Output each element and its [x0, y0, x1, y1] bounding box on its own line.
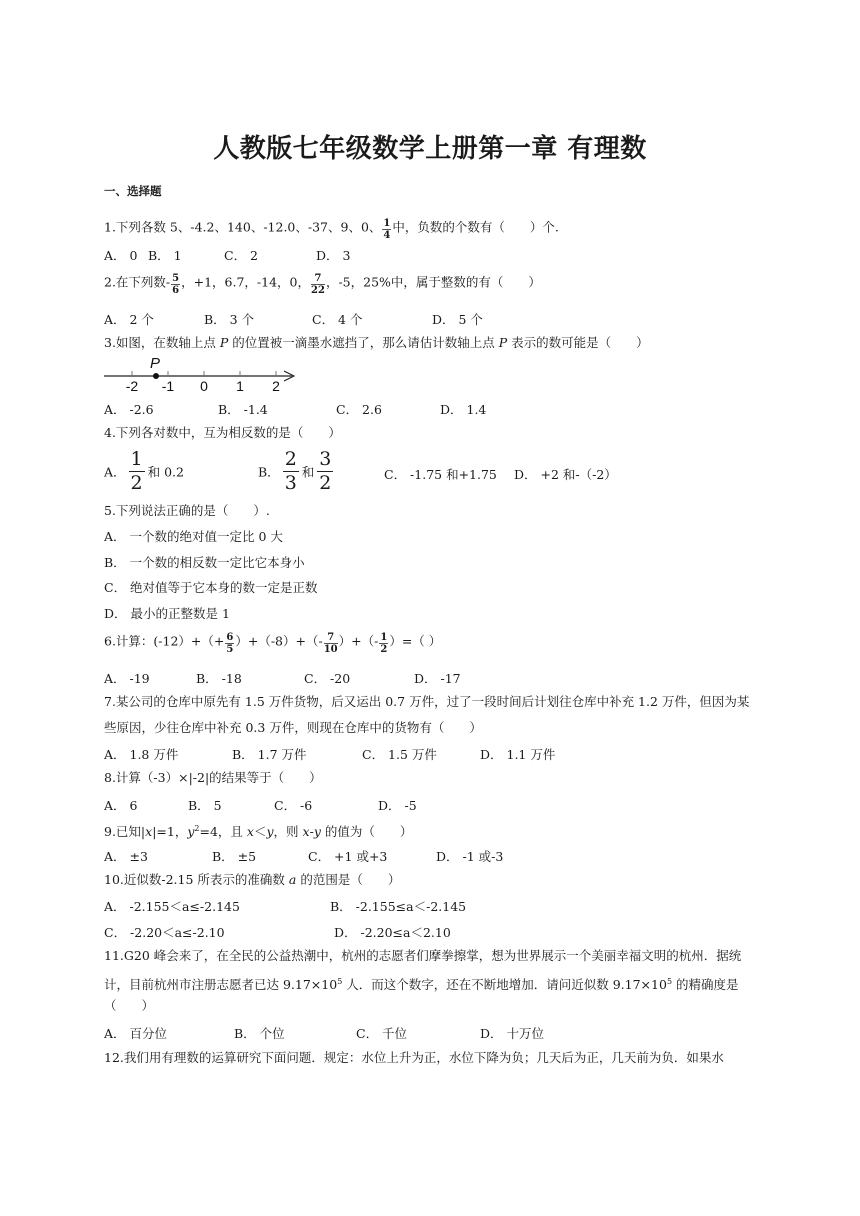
- fraction: $\frac{1}{2}$: [380, 632, 388, 655]
- q4-option-b: B． $\frac{2}{3}$ 和 $\frac{3}{2}$: [258, 448, 332, 494]
- question-10: 10.近似数-2.15 所表示的准确数 a 的范围是（ ）: [104, 872, 401, 887]
- question-11-line-3: （ ）: [104, 998, 155, 1013]
- q5-option-d: D． 最小的正整数是 1: [104, 606, 230, 621]
- fraction: $\frac{7}{10}$: [323, 632, 338, 655]
- q10-option-b: B． -2.155≤a＜-2.145: [330, 899, 467, 914]
- q11-option-a: A． 百分位: [104, 1026, 168, 1041]
- q6-option-b: B． -18: [196, 671, 242, 686]
- q9-option-a: A． ±3: [104, 849, 148, 864]
- q11-option-b: B． 个位: [234, 1026, 285, 1041]
- fraction: $\frac{6}{5}$: [226, 632, 234, 655]
- q10-option-d: D． -2.20≤a＜2.10: [334, 925, 451, 940]
- q1-option-b: B． 1: [148, 248, 182, 263]
- q2-option-d: D． 5 个: [432, 312, 483, 327]
- q11-option-c: C． 千位: [356, 1026, 408, 1041]
- question-11-line-2: 计，目前杭州市注册志愿者已达 $9.17\times 10^5$ 人．而这个数字，还在不断地增加．请问近似数 $9.17\times 10^5$ 的精确度是: [104, 977, 739, 993]
- question-3: 3.如图，在数轴上点 P 的位置被一滴墨水遮挡了，那么请估计数轴上点 P 表示的数可能是（ ）: [104, 335, 649, 350]
- q7-option-b: B． 1.7 万件: [232, 747, 307, 762]
- question-1: 1.下列各数 5、-4.2、140、-12.0、-37、9、0、 $\frac{1}{4}$ 中，负数的个数有（ ）个.: [104, 218, 559, 241]
- q3-option-a: A． -2.6: [104, 402, 154, 417]
- section-heading: 一、选择题: [104, 184, 162, 198]
- question-4: 4.下列各对数中，互为相反数的是（ ）: [104, 425, 341, 440]
- q9-option-d: D． -1 或-3: [436, 849, 504, 864]
- q7-option-a: A． 1.8 万件: [104, 747, 179, 762]
- fraction: $\frac{3}{2}$: [319, 448, 332, 494]
- question-11-line-1: 11.G20 峰会来了，在全民的公益热潮中，杭州的志愿者们摩拳擦掌，想为世界展示一个美丽幸福文明的杭州．据统: [104, 948, 742, 963]
- fraction: $\frac{1}{2}$: [130, 448, 143, 494]
- q2-option-b: B． 3 个: [204, 312, 255, 327]
- q3-option-b: B． -1.4: [218, 402, 268, 417]
- q8-option-c: C． -6: [274, 798, 313, 813]
- q9-option-b: B． ±5: [212, 849, 257, 864]
- q3-option-c: C． 2.6: [336, 402, 382, 417]
- q7-option-d: D． 1.1 万件: [480, 747, 556, 762]
- q1-option-c: C． 2: [224, 248, 258, 263]
- point-p-label: P: [150, 355, 161, 372]
- point-p-dot: [153, 373, 159, 379]
- tick-label: 2: [272, 378, 280, 394]
- q1-option-d: D． 3: [316, 248, 351, 263]
- q2-option-c: C． 4 个: [312, 312, 363, 327]
- q1-option-a: A． 0: [104, 248, 138, 263]
- fraction: $\frac{7}{22}$: [311, 273, 325, 296]
- q2-option-a: A． 2 个: [104, 312, 154, 327]
- question-12-line-1: 12.我们用有理数的运算研究下面问题．规定：水位上升为正，水位下降为负；几天后为正，几天前为负．如果水: [104, 1050, 724, 1065]
- q4-option-c: C． -1.75 和+1.75: [384, 467, 497, 482]
- question-6: 6.计算：(-12）+（+ $\frac{6}{5}$ ）+（-8）+（- $\frac{7}{10}$ ）+（- $\frac{1}{2}$ ）=（ ）: [104, 632, 442, 655]
- q5-option-a: A． 一个数的绝对值一定比 0 大: [104, 529, 283, 544]
- q11-option-d: D． 十万位: [480, 1026, 544, 1041]
- q9-option-c: C． +1 或+3: [308, 849, 388, 864]
- q10-option-a: A． -2.155＜a≤-2.145: [104, 899, 240, 914]
- q5-option-b: B． 一个数的相反数一定比它本身小: [104, 555, 305, 570]
- q4-option-d: D． +2 和-（-2）: [514, 467, 617, 482]
- tick-label: -1: [161, 378, 175, 394]
- q6-option-c: C． -20: [304, 671, 351, 686]
- question-5: 5.下列说法正确的是（ ）.: [104, 503, 270, 518]
- q6-option-d: D． -17: [414, 671, 461, 686]
- question-9: 9.已知|x|=1，$y^2=4$，且 x＜y，则 x-y 的值为（ ）: [104, 824, 413, 840]
- tick-label: 0: [200, 378, 208, 394]
- fraction: $\frac{5}{6}$: [172, 273, 180, 296]
- tick-label: 1: [236, 378, 244, 394]
- number-line-figure: [100, 354, 300, 394]
- q8-option-d: D． -5: [378, 798, 417, 813]
- question-7-line-2: 些原因，少往仓库中补充 0.3 万件，则现在仓库中的货物有（ ）: [104, 720, 482, 735]
- question-7-line-1: 7.某公司的仓库中原先有 1.5 万件货物，后又运出 0.7 万件，过了一段时间后计划往仓库中补充 1.2 万件，但因为某: [104, 694, 750, 709]
- q10-option-c: C． -2.20＜a≤-2.10: [104, 925, 225, 940]
- tick-label: -2: [125, 378, 139, 394]
- q6-option-a: A． -19: [104, 671, 150, 686]
- q8-option-a: A． 6: [104, 798, 138, 813]
- fraction: $\frac{2}{3}$: [284, 448, 297, 494]
- q7-option-c: C． 1.5 万件: [362, 747, 437, 762]
- fraction: $\frac{1}{4}$: [383, 218, 391, 241]
- q4-option-a: A． $\frac{1}{2}$ 和 0.2: [104, 448, 184, 494]
- q5-option-c: C． 绝对值等于它本身的数一定是正数: [104, 580, 318, 595]
- question-2: 2.在下列数- $\frac{5}{6}$ ，+1，6.7，-14，0， $\frac{7}{22}$ ，-5，25%中，属于整数的有（ ）: [104, 273, 541, 296]
- q3-option-d: D． 1.4: [440, 402, 487, 417]
- question-8: 8.计算（-3）×|-2|的结果等于（ ）: [104, 770, 322, 785]
- page-title: 人教版七年级数学上册第一章 有理数: [213, 134, 647, 164]
- q8-option-b: B． 5: [188, 798, 222, 813]
